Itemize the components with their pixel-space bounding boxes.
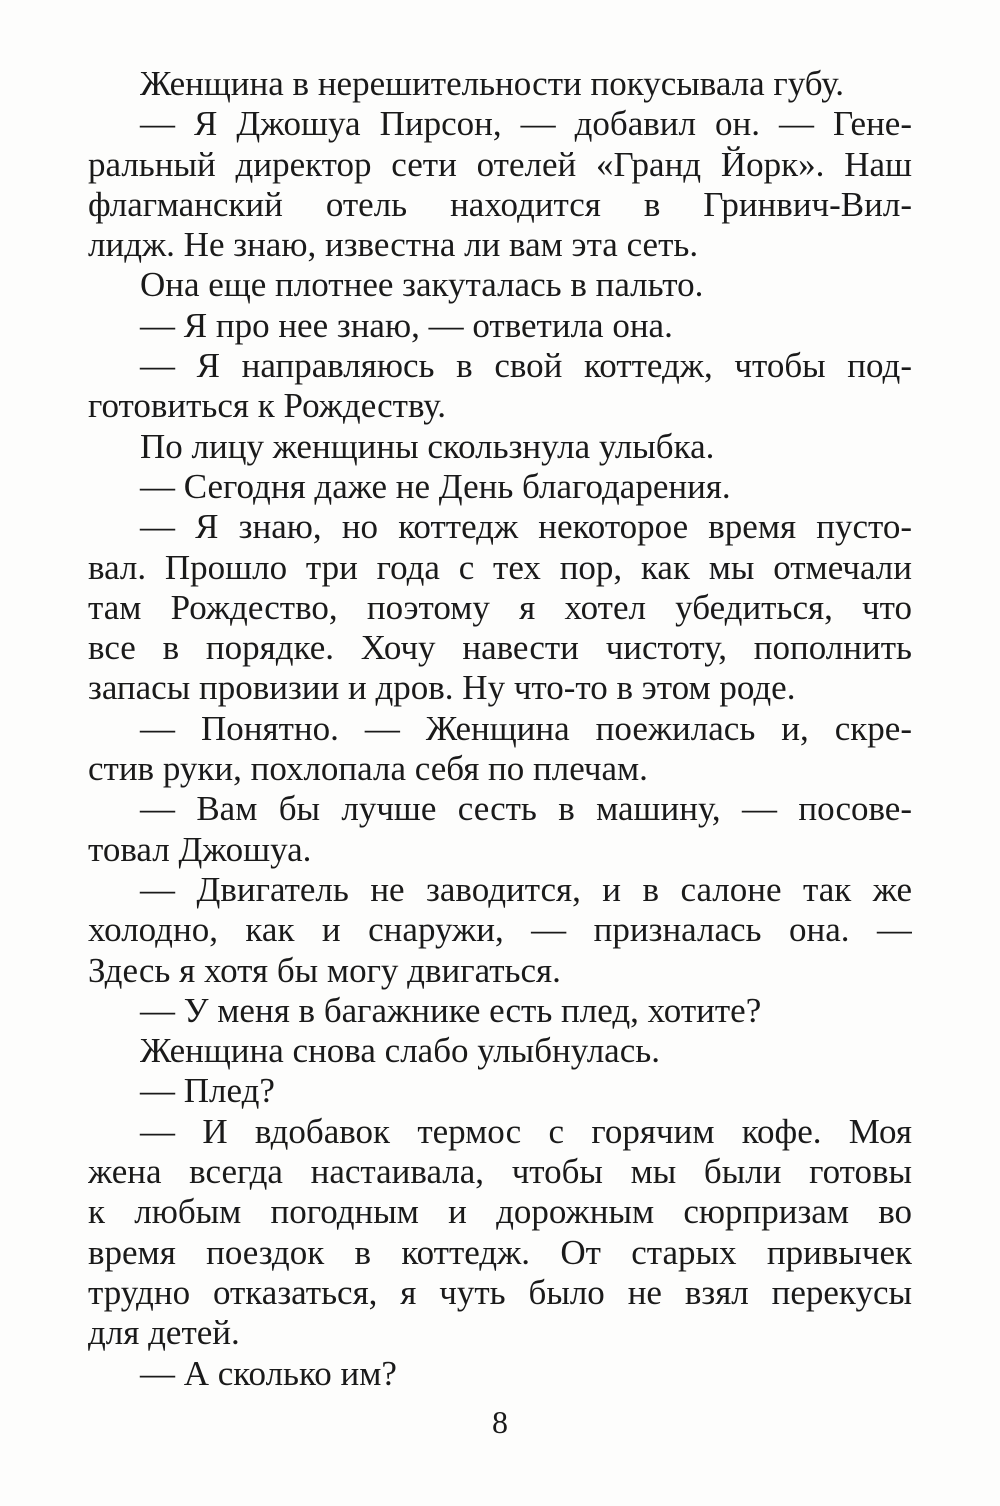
text-line: флагманский отель находится в Гринвич-Вил- [88,184,912,224]
text-line: все в порядке. Хочу навести чистоту, пополнить [88,628,912,668]
body-text [88,64,912,1394]
text-line: — Я Джошуа Пирсон, — добавил он. — Гене- [140,104,912,144]
text-line: там Рождество, поэтому я хотел убедиться, что [88,587,912,627]
page-number: 8 [492,1404,508,1440]
text-line: — Я направляюсь в свой коттедж, чтобы под- [140,346,912,386]
text-line: — Вам бы лучше сесть в машину, — посове- [140,789,912,829]
text-line: товал Джошуа. [88,829,312,869]
text-line: — Двигатель не заводится, и в салоне так же [140,869,912,909]
text-line: — Сегодня даже не День благодарения. [140,466,731,506]
text-line: для детей. [88,1313,240,1353]
text-line: время поездок в коттедж. От старых привычек [88,1232,912,1272]
text-line: холодно, как и снаружи, — призналась она. — [88,910,912,950]
text-line: готовиться к Рождеству. [88,386,447,426]
text-line: — Я знаю, но коттедж некоторое время пусто- [140,507,912,547]
text-line: лидж. Не знаю, известна ли вам эта сеть. [88,225,699,265]
text-line: Она еще плотнее закуталась в пальто. [140,265,704,305]
text-line: Женщина снова слабо улыбнулась. [140,1031,660,1071]
text-line: трудно отказаться, я чуть было не взял перекусы [88,1272,912,1312]
text-line: жена всегда настаивала, чтобы мы были готовы [88,1152,912,1192]
text-line: — Я про нее знаю, — ответила она. [140,305,673,345]
text-line: ральный директор сети отелей «Гранд Йорк». Наш [88,144,912,184]
text-line: к любым погодным и дорожным сюрпризам во [88,1192,912,1232]
text-line: — И вдобавок термос с горячим кофе. Моя [140,1111,912,1151]
text-line: стив руки, похлопала себя по плечам. [88,749,648,789]
text-line: — Понятно. — Женщина поежилась и, скре- [140,708,912,748]
text-line: запасы провизии и дров. Ну что-то в этом роде. [88,668,796,708]
text-line: Женщина в нерешительности покусывала губу. [140,64,845,103]
text-line: вал. Прошло три года с тех пор, как мы отмечали [88,547,912,587]
text-line: По лицу женщины скользнула улыбка. [140,426,715,466]
text-line: — Плед? [140,1071,275,1111]
text-line: Здесь я хотя бы могу двигаться. [88,950,561,990]
text-line: — А сколько им? [140,1353,397,1393]
text-line: — У меня в багажнике есть плед, хотите? [140,990,762,1030]
